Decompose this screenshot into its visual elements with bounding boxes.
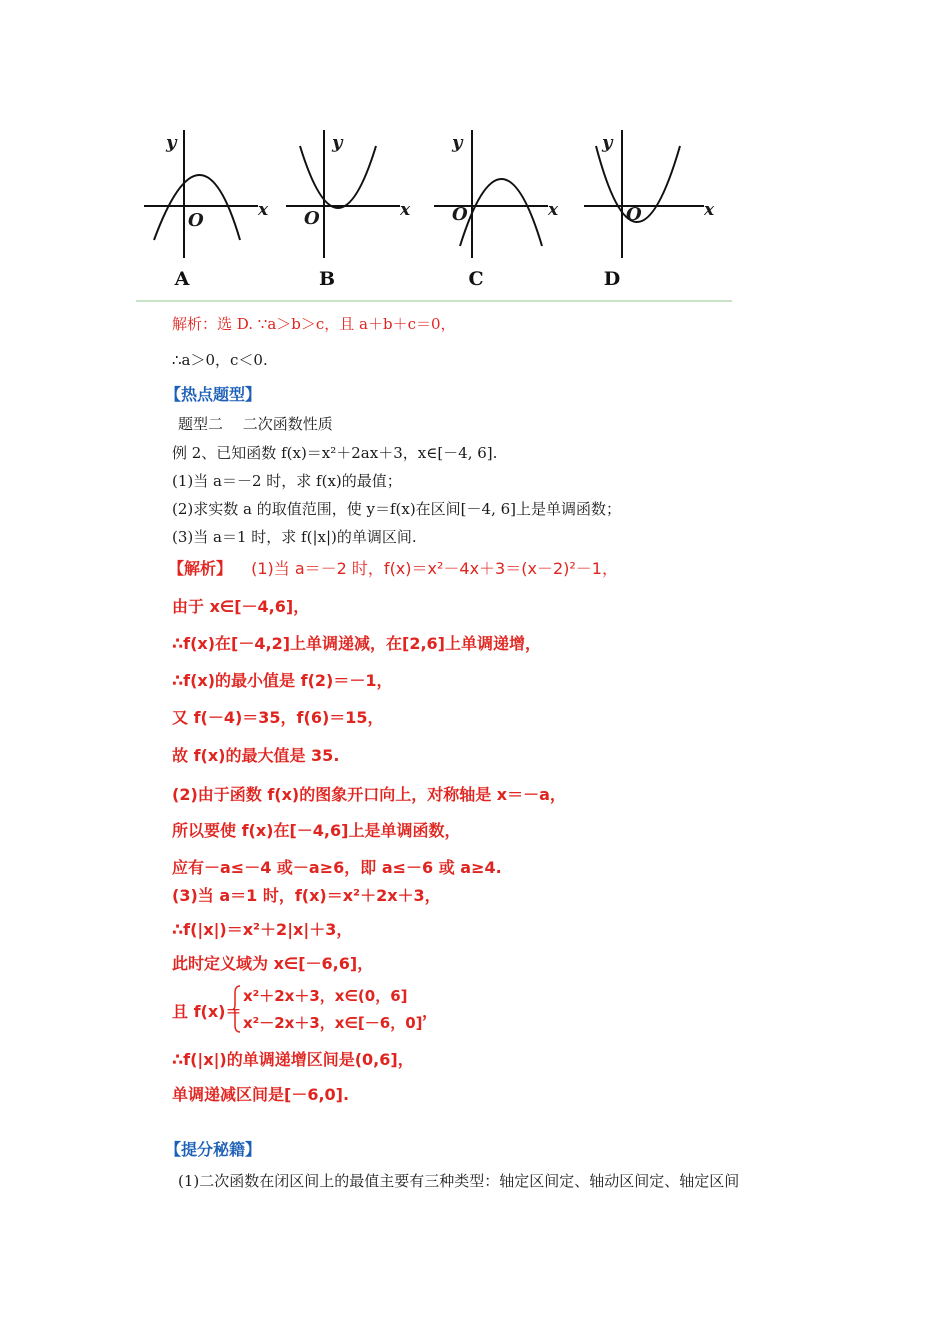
solution-step-15: 单调递减区间是[－6,0]. (172, 1085, 350, 1104)
parabola-figure (140, 118, 720, 298)
y-axis-label: y (166, 132, 177, 153)
y-axis-label: y (332, 132, 343, 153)
hot-topic-header: 【热点题型】 (165, 385, 262, 404)
solution-step-14: ∴f(|x|)的单调递增区间是(0,6]， (172, 1050, 414, 1069)
section-divider (136, 300, 732, 302)
graph-c (430, 118, 560, 298)
origin-label: O (626, 204, 642, 225)
piecewise-brace (233, 985, 241, 1033)
graph-label-c: C (468, 268, 484, 290)
graph-b (282, 118, 412, 298)
graph-d-svg (580, 118, 720, 268)
piecewise-case-2: x²－2x＋3，x∈[－6，0] (243, 1014, 423, 1032)
solution-step-11: ∴f(|x|)＝x²＋2|x|＋3， (172, 920, 353, 939)
origin-label: O (452, 204, 468, 225)
question-3: (3)当 a＝1 时，求 f(|x|)的单调区间. (172, 528, 417, 546)
solution-step-2: 由于 x∈[－4,6]， (172, 597, 310, 616)
solution-step-12: 此时定义域为 x∈[－6,6]， (172, 954, 374, 973)
solution-step-6: 故 f(x)的最大值是 35. (172, 746, 340, 765)
piecewise-case-1: x²＋2x＋3，x∈(0，6] (243, 987, 408, 1005)
question-1: (1)当 a＝－2 时，求 f(x)的最值； (172, 472, 402, 490)
graph-d (580, 118, 715, 298)
solution-step-9: 应有－a≤－4 或－a≥6，即 a≤－6 或 a≥4. (172, 858, 502, 877)
x-axis-label: x (400, 200, 411, 220)
graph-label-a: A (174, 268, 190, 290)
x-axis-label: x (704, 200, 715, 220)
graph-b-svg (282, 118, 412, 268)
piecewise-prefix: 且 f(x)＝ (172, 1002, 242, 1021)
question-2: (2)求实数 a 的取值范围，使 y＝f(x)在区间[－4, 6]上是单调函数； (172, 500, 622, 518)
graph-a (140, 118, 270, 298)
solution-step-5: 又 f(－4)＝35，f(6)＝15， (172, 708, 384, 727)
solution-step-7: (2)由于函数 f(x)的图象开口向上，对称轴是 x＝－a， (172, 785, 566, 804)
solution-block (168, 556, 618, 579)
origin-label: O (188, 210, 204, 231)
graph-c-svg (430, 118, 560, 268)
example-statement: 例 2、已知函数 f(x)＝x²＋2ax＋3，x∈[－4, 6]. (172, 444, 498, 462)
analysis-line-2: ∴a＞0，c＜0. (172, 351, 268, 369)
y-axis-label: y (452, 132, 463, 153)
topic-type-line: 题型二 二次函数性质 (178, 415, 333, 433)
graph-a-svg (140, 118, 270, 268)
tips-header: 【提分秘籍】 (165, 1140, 262, 1159)
x-axis-label: x (548, 200, 559, 220)
solution-step-4: ∴f(x)的最小值是 f(2)＝－1， (172, 671, 393, 690)
graph-label-b: B (318, 268, 336, 290)
solution-step-3: ∴f(x)在[－4,2]上单调递减，在[2,6]上单调递增， (172, 634, 541, 653)
solution-step-10: (3)当 a＝1 时，f(x)＝x²＋2x＋3， (172, 886, 441, 905)
graph-label-d: D (603, 268, 621, 290)
y-axis-label: y (602, 132, 613, 153)
tips-line-1: (1)二次函数在闭区间上的最值主要有三种类型：轴定区间定、轴动区间定、轴定区间 (178, 1172, 740, 1190)
origin-label: O (304, 208, 320, 229)
piecewise-suffix: ， (422, 1002, 439, 1021)
analysis-line-1: 解析：选 D. ∵a＞b＞c，且 a＋b＋c＝0， (172, 315, 456, 333)
solution-step-8: 所以要使 f(x)在[－4,6]上是单调函数， (172, 821, 461, 840)
x-axis-label: x (258, 200, 269, 220)
solution-header: 【解析】 (168, 559, 233, 578)
solution-step-1: (1)当 a＝－2 时，f(x)＝x²－4x＋3＝(x－2)²－1， (251, 559, 618, 578)
